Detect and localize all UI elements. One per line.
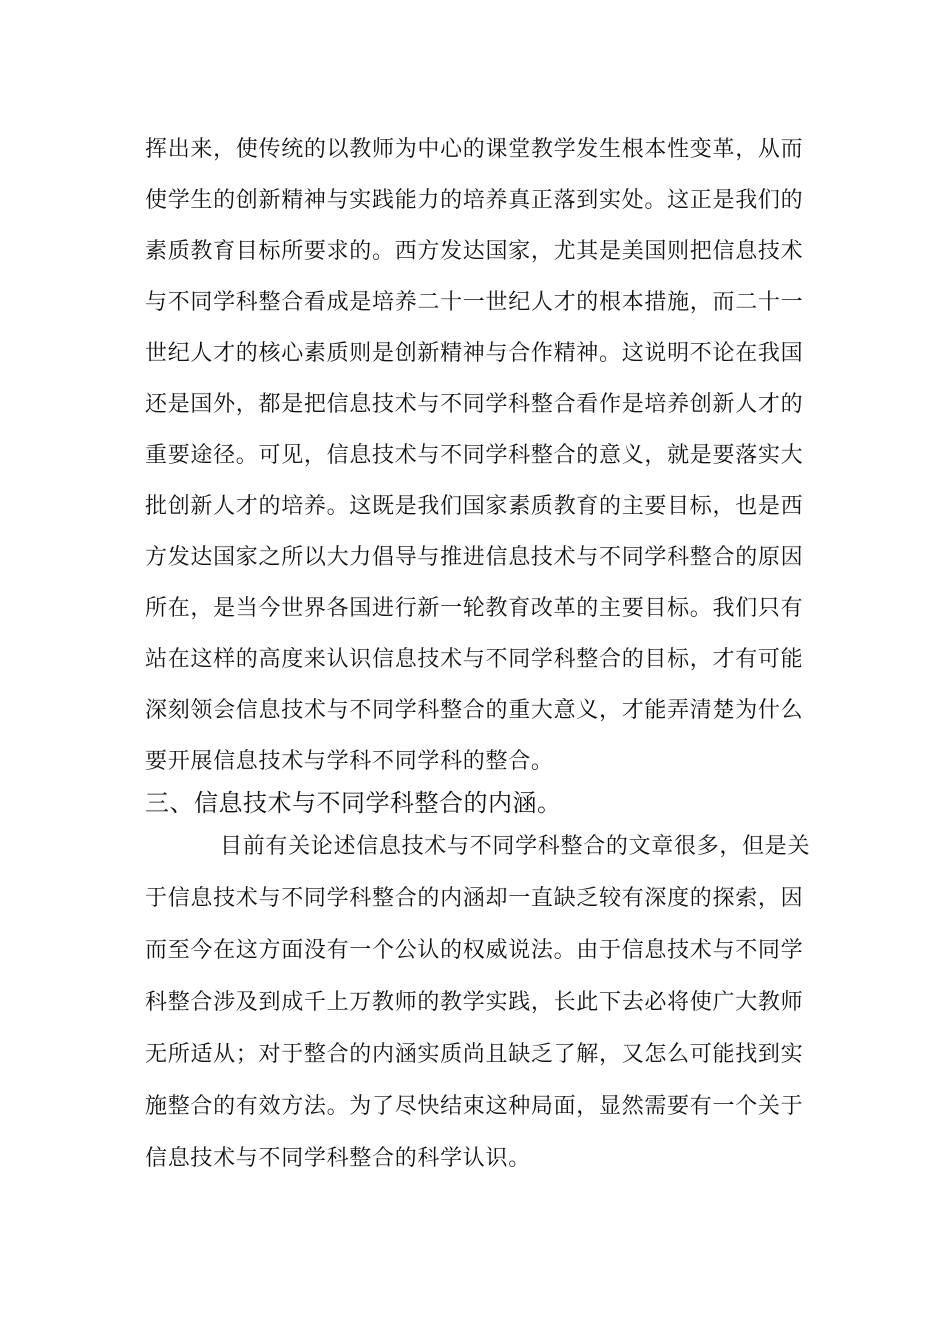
paragraph-line: 要开展信息技术与学科不同学科的整合。 bbox=[145, 749, 554, 774]
paragraph-line: 而至今在这方面没有一个公认的权威说法。由于信息技术与不同学 bbox=[145, 938, 804, 963]
paragraph-line: 目前有关论述信息技术与不同学科整合的文章很多，但是关 bbox=[220, 834, 811, 859]
paragraph-line: 所在，是当今世界各国进行新一轮教育改革的主要目标。我们只有 bbox=[145, 596, 804, 621]
paragraph-line: 方发达国家之所以大力倡导与推进信息技术与不同学科整合的原因 bbox=[145, 545, 804, 570]
paragraph-line: 于信息技术与不同学科整合的内涵却一直缺乏较有深度的探索，因 bbox=[145, 886, 804, 911]
section-heading: 三、信息技术与不同学科整合的内涵。 bbox=[145, 789, 562, 817]
paragraph-line: 使学生的创新精神与实践能力的培养真正落到实处。这正是我们的 bbox=[145, 188, 804, 213]
paragraph-line: 站在这样的高度来认识信息技术与不同学科整合的目标，才有可能 bbox=[145, 647, 804, 672]
paragraph-line: 施整合的有效方法。为了尽快结束这种局面，显然需要有一个关于 bbox=[145, 1094, 804, 1119]
paragraph-line: 还是国外，都是把信息技术与不同学科整合看作是培养创新人才的 bbox=[145, 392, 804, 417]
paragraph-line: 素质教育目标所要求的。西方发达国家，尤其是美国则把信息技术 bbox=[145, 239, 804, 264]
paragraph-line: 批创新人才的培养。这既是我们国家素质教育的主要目标，也是西 bbox=[145, 494, 804, 519]
paragraph-line: 挥出来，使传统的以教师为中心的课堂教学发生根本性变革，从而 bbox=[145, 137, 804, 162]
paragraph-line: 与不同学科整合看成是培养二十一世纪人才的根本措施，而二十一 bbox=[145, 290, 804, 315]
paragraph-line: 无所适从；对于整合的内涵实质尚且缺乏了解，又怎么可能找到实 bbox=[145, 1042, 804, 1067]
paragraph-line: 深刻领会信息技术与不同学科整合的重大意义，才能弄清楚为什么 bbox=[145, 698, 804, 723]
paragraph-line: 重要途径。可见，信息技术与不同学科整合的意义，就是要落实大 bbox=[145, 443, 804, 468]
paragraph-line: 信息技术与不同学科整合的科学认识。 bbox=[145, 1146, 531, 1171]
paragraph-line: 世纪人才的核心素质则是创新精神与合作精神。这说明不论在我国 bbox=[145, 341, 804, 366]
paragraph-line: 科整合涉及到成千上万教师的教学实践，长此下去必将使广大教师 bbox=[145, 990, 804, 1015]
